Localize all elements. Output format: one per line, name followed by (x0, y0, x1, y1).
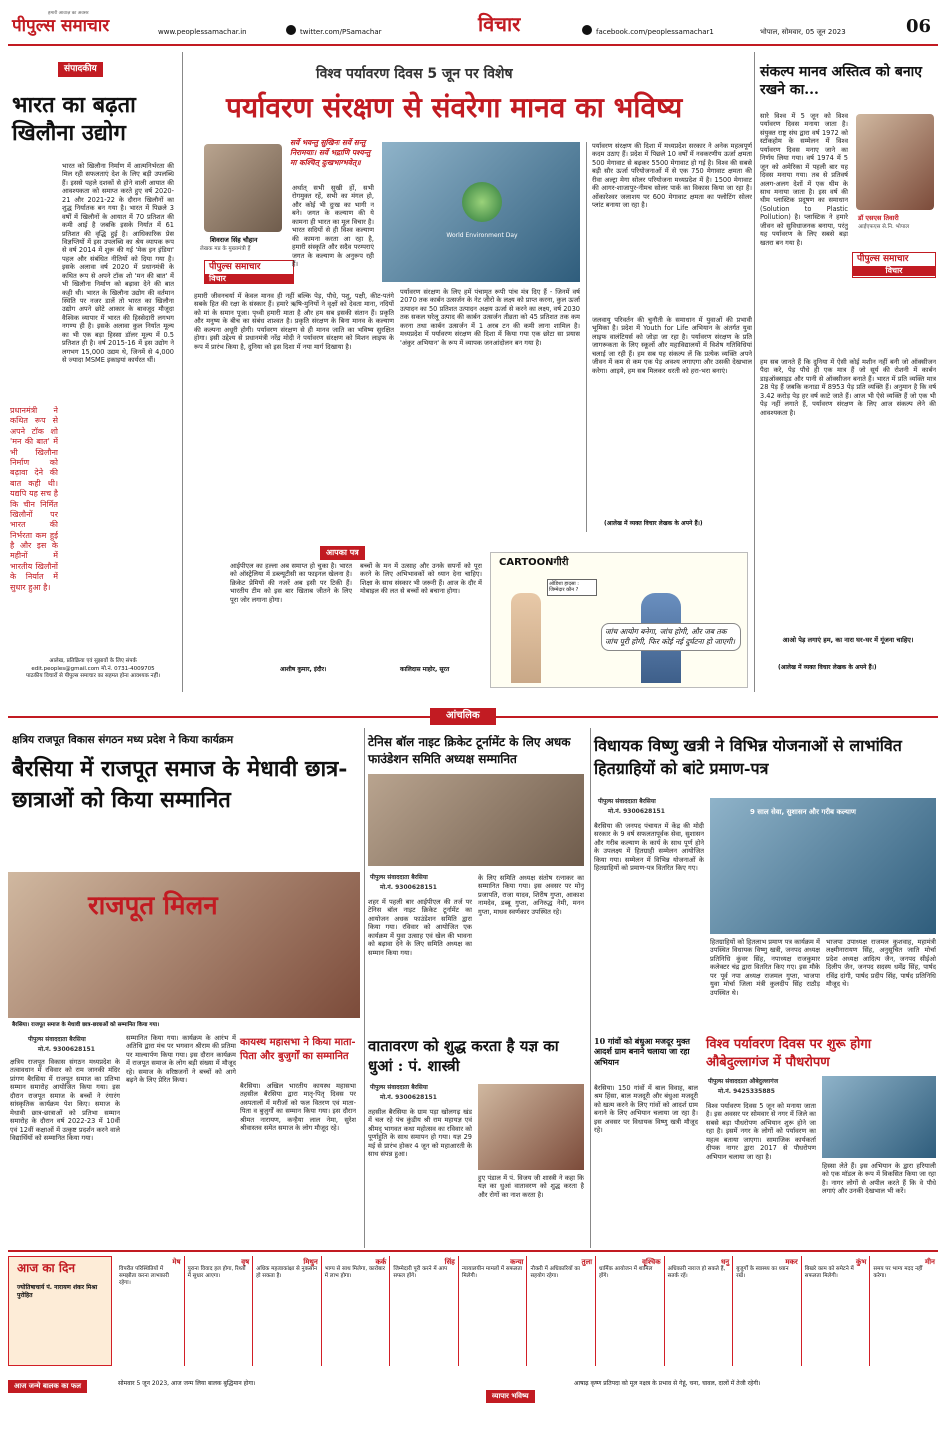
story-rajput-caption: बैरसिया। राजपूत समाज के मेधावी छात्र-छात्राओं को सम्मानित किया गया। (12, 1022, 160, 1028)
story-cricket-mobile: मो.नं. 9300628151 (380, 884, 437, 891)
sign-taurus-name: वृष (241, 1258, 250, 1266)
sign-capricorn-name: मकर (785, 1258, 798, 1266)
lead-col-divider (586, 142, 587, 532)
page-number: 06 (906, 16, 932, 37)
story-cricket-body: शहर में पहली बार आईपीएल की तर्ज पर टेनिस बॉल नाइट क्रिकेट टूर्नामेंट का आयोजन अधक फाउंडेशन समिति द्वारा किया गया। रविवार को आयोजित एक कार्यक्रम में युवा उत्साह एवं खेल की भावना को बढ़ावा देने के लिए समिति अध्यक्ष का सम्मान किया गया। (368, 898, 472, 957)
story-yagya (368, 1036, 586, 1246)
story-rajput-byline: पीपुल्स संवाददाता बैरसिया (28, 1036, 86, 1043)
cartoon-sign: ओडिशा हादसा : जिम्मेदार कौन ? (547, 579, 597, 596)
twitter-link[interactable]: twitter.com/PSamachar (300, 28, 382, 36)
letters-title: आपका पत्र (320, 546, 365, 560)
story-plantation-photo (822, 1076, 936, 1158)
story-kayastha-body: बैरसिया। अखिल भारतीय कायस्थ महासभा तहसील बैरसिया द्वारा मातृ-पितृ दिवस पर अस्पतालों में मरीजों को फल वितरण एवं माता-पिता व बुजुर्गों का सम्मान किया गया। इस दौरान श्रीमत नारायण, कन्हैया लाल नेमा, सुरेश श्रीवास्तव समेत समाज के लोग मौजूद रहे। (240, 1082, 356, 1133)
sign-libra-text: नौकरी में अधिकारियों का सहयोग रहेगा। (530, 1266, 580, 1279)
right-logo-badge (852, 252, 936, 278)
horoscope (8, 1250, 938, 1440)
facebook-icon (582, 25, 592, 35)
story-yagya-headline: वातावरण को शुद्ध करता है यज्ञ का धुआं : पं. शास्त्री (368, 1037, 559, 1076)
story-kayastha-headline: कायस्थ महासभा ने किया माता-पिता और बुजुर्गों का सम्मानित (240, 1037, 356, 1062)
editorial-title: भारत का बढ़ता खिलौना उद्योग (12, 92, 136, 146)
sign-pisces-text: समय पर भाग्य मदद नहीं करेगा। (873, 1266, 923, 1279)
sign-aquarius-text: बिखरे काम को समेटने में सफलता मिलेगी। (804, 1266, 854, 1279)
story-mla-body3: भाजपा उपाध्यक्ष राजमल कुशवाह, महामंत्री लक्ष्मीनारायण सिंह, अनुसूचित जाति मोर्चा प्रदेश अध्यक्ष आदित्य जैन, जनपद सीईओ दिलीप जैन, जनपद सदस्य धर्मेंद्र सिंह, पार्षद रविंद्र दांगी, पार्षद प्रदीप सिंह, पार्षद प्रतिनिधि मौजूद थे। (826, 938, 936, 989)
lead-col1: अर्थात् सभी सुखी हों, सभी रोगमुक्त रहें, सभी का मंगल हो, और कोई भी दुःख का भागी न बने। जगत के कल्याण की ये कामना ही भारत का मूल विचार है। भारत सदियों से ही विश्व कल्याण की कामना करता आ रहा है, हमारी संस्कृति और सदैव परम्पराएं जगत के कल्याण के अनुरूप रही हैं। (292, 184, 374, 268)
lead-col5: जलवायु परिवर्तन की चुनौती के समाधान में युवाओं की प्रभावी भूमिका है। प्रदेश में Youth for Life अभियान के अंतर्गत युवा लाइफ वालंटियर्स को जोड़ा जा रहा है। पर्यावरण संरक्षण के प्रति जागरूकता के लिए स्कूलों और महाविद्यालयों में विशेष गतिविधियां चलाई जा रही हैं। हम सब यह संकल्प लें कि प्रत्येक व्यक्ति अपने जीवन में कम से कम एक पेड़ अवश्य लगाएगा और उसकी देखभाल करेगा। आइये, हम सब मिलकर धरती को हरा-भरा बनाएं। (592, 316, 752, 375)
letter-1: आईपीएल का हल्ला अब समाप्त हो चुका है। भारत को ऑस्ट्रेलिया में डब्ल्यूटीसी का फाइनल खेलना है। क्रिकेट प्रेमियों की नजरें अब इसी पर टिकी हैं। भारतीय टीम को इस बार खिताब जीतने के लिए पूरा जोर लगाना होगा। (230, 562, 352, 604)
story-rajput-banner: राजपूत मिलन (88, 891, 218, 921)
author-photo (204, 144, 282, 232)
website-link[interactable]: www.peoplessamachar.in (158, 28, 247, 36)
sign-scorpio-name: वृश्चिक (642, 1258, 661, 1266)
sign-taurus (185, 1256, 254, 1366)
lead-col-wide: हमारी जीवनचर्या में केवल मानव ही नहीं बल्कि पेड़, पौधे, पशु, पक्षी, कीट-पतंगे सबके हित की रक्षा के संस्कार हैं। हमारे ऋषि-मुनियों ने वृक्षों को देवता माना, नदियों को मां के समान पूजा। पृथ्वी हमारी माता है और हम सब इसकी संतान हैं। प्रकृति और मनुष्य के बीच का संबंध शाश्वत है। प्रकृति संरक्षण के बिना मानव के कल्याण की कल्पना अधूरी होगी। पर्यावरण संरक्षण से ही मानव जाति का भविष्य सुरक्षित होगा। इसी उद्देश्य से प्रधानमंत्री नरेंद्र मोदी ने पर्यावरण संरक्षण को मिशन लाइफ के रूप में प्रारंभ किया है, दुनिया को इस दिशा में नया मार्ग दिखाया है। (194, 292, 394, 351)
story-cricket-headline: टेनिस बॉल नाइट क्रिकेट टूर्नामेंट के लिए अधक फाउंडेशन समिति अध्यक्ष सम्मानित (368, 735, 571, 767)
editorial-footer (8, 658, 178, 681)
lead-author-title: लेखक मप्र के मुख्यमंत्री हैं (200, 246, 251, 252)
right-title: संकल्प मानव अस्तित्व को बनाए रखने का... (760, 64, 922, 98)
story-kayastha (240, 1036, 358, 1246)
letter-2-author: कालिदास माहोर, सूरत (400, 666, 450, 673)
sign-libra-name: तुला (581, 1258, 593, 1266)
story-rajput-photo (8, 872, 360, 1018)
story-mla-body: बैरसिया की जनपद पंचायत में केंद्र की मोदी सरकार के 9 वर्ष सफलतापूर्वक सेवा, सुशासन और गरीब कल्याण के कार्य के साथ पूर्ण होने के उपलक्ष्य में हितग्राही सम्मेलन आयोजित किया गया। सम्मेलन में विभिन्न योजनाओं के हितग्राहियों को प्रमाण-पत्र वितरित किए गए। (594, 822, 704, 873)
story-cricket (368, 734, 586, 1034)
sign-aquarius (802, 1256, 871, 1366)
globe-icon (462, 182, 502, 222)
story-yagya-mobile: मो.नं. 9300628151 (380, 1094, 437, 1101)
lead-kicker: विश्व पर्यावरण दिवस 5 जून पर विशेष (316, 66, 513, 82)
sign-gemini (253, 1256, 322, 1366)
sign-scorpio-text: धार्मिक आयोजन में शामिल होंगे। (599, 1266, 653, 1279)
story-plantation-body2: हिस्सा लेते हैं। इस अभियान के द्वारा हरियाली को एक मॉडल के रूप में विकसित किया जा रहा है। नागर लोगों से अपील करते हैं कि वे पौधे लगाएं और उनकी देखभाल भी करें। (822, 1162, 936, 1196)
sign-libra (527, 1256, 596, 1366)
cartoon-speech-bubble: जांच आयोग बनेगा, जांच होगी, और जब तक जांच पूरी होगी, फिर कोई नई दुर्घटना हो जाएगी। (601, 623, 741, 651)
horoscope-title: आज का दिन (17, 1261, 75, 1275)
story-rajput-headline: बैरसिया में राजपूत समाज के मेधावी छात्र-छात्राओं को किया सम्मानित (12, 756, 348, 813)
right-closing: आओ पेड़ लगाएं हम, का नारा घर-घर में गूंजना चाहिए। (782, 636, 914, 644)
sign-leo (390, 1256, 459, 1366)
editorial-tag: संपादकीय (58, 62, 103, 77)
editorial-body: भारत को खिलौना निर्माण में आत्मनिर्भरता की मिल रही सफलताएं देश के लिए बड़ी उपलब्धि हैं। इससे पहले दशकों से होने वाली आयात की आवश्यकता को समाप्त करते हुए वर्ष 2020-21 और 2021-22 के दौरान खिलौनों का शुद्ध निर्यातक बन गया है। भारत में पिछले 3 वर्षों में खिलौनों के आयात में 70 प्रतिशत की कमी आई है जबकि इसके निर्यात में 61 प्रतिशत की वृद्धि हुई है। आधिकारिक प्रेस विज्ञप्तियों में इस उपलब्धि का श्रेय व्यापक रूप से वर्ष 2014 में शुरू की गई 'मेक इन इंडिया' पहल और संबंधित नीतियों को दिया गया है। इसके अलावा वर्ष 2020 में प्रधानमंत्री के कथित रूप से अपने टॉक शो 'मन की बात' में भी खिलौना निर्माण को बढ़ावा देने की बात कही थी। भारत के खिलौना उद्योग की वर्तमान स्थिति पर नजर डालें तो भारत का खिलौना उद्योग अपने छोटे आकार के बावजूद मौजूदा वैश्विक व्यापार में भारत की हिस्सेदारी लगभग नगण्य ही है। इसके अलावा कुल निर्यात मूल्य का भी एक बड़ा हिस्सा डॉलर मूल्य में 0.5 प्रतिशत ही है। वर्ष 2015-16 में इस उद्योग ने लगभग 15,000 उद्यम थे, जिनमें से 4,000 से ज्यादा MSME इकाइयां कार्यरत थीं। (62, 162, 174, 365)
sign-leo-text: जिम्मेदारी पूरी करने में आप सफल होंगे। (393, 1266, 448, 1279)
story-villages-body: बैरसिया। 150 गांवों में बाल विवाह, बाल श्रम हिंसा, बाल मजदूरी और बंधुआ मजदूरी को खत्म करने के लिए गांवों को आदर्श ग्राम बनाने के लिए अभियान चलाया जा रहा है। इस अवसर पर विधायक विष्णु खत्री मौजूद रहे। (594, 1084, 698, 1135)
sign-sagittarius-text: अधिकारी नाराज हो सकते हैं, सतर्क रहें। (667, 1266, 726, 1279)
banner-caption: World Environment Day (446, 232, 518, 239)
right-author-photo (856, 114, 934, 210)
sign-cancer-text: भाग्य से साथ मिलेगा, कारोबार में लाभ होगा। (324, 1266, 385, 1279)
born-text: सोमवार 5 जून 2023, आज जन्म लिया बालक बुद्धिमान होगा। (118, 1380, 256, 1387)
story-mla-photo (710, 798, 936, 934)
letter-2: बच्चों के मन में उत्साह और उनके सपनों को पूरा करने के लिए अभिभावकों को ध्यान देना चाहिए। शिक्षा के साथ संस्कार भी जरूरी हैं। आज के दौर में मोबाइल की लत से बच्चों को बचाना होगा। (360, 562, 482, 596)
sign-capricorn (733, 1256, 802, 1366)
masthead-logo-tag: हमारी आवाज़ का अवसर (48, 11, 89, 16)
sign-virgo-text: न्यायालयीन मामलों में सफलता मिलेगी। (461, 1266, 523, 1279)
column-divider (182, 52, 183, 692)
lead-logo-badge-text: पीपुल्स समाचार (209, 262, 261, 272)
right-footer: (आलेख में व्यक्त विचार लेखक के अपने हैं।) (778, 664, 877, 671)
sign-aquarius-name: कुंभ (856, 1258, 867, 1266)
sign-taurus-text: पुराना विवाद हल होगा, रिश्तों में सुधार आएगा। (187, 1266, 246, 1279)
story-villages-headline: 10 गांवों को बंधुआ मजदूर मुक्त आदर्श ग्राम बनाने चलाया जा रहा अभियान (594, 1036, 690, 1067)
story-yagya-body: तहसील बैरसिया के ग्राम पड़ा खोलगढ़ खंड में चल रहे पंच कुंडीय श्री राम महायज्ञ एवं श्रीमद् भागवत कथा महोत्सव का रविवार को पूर्णाहुति के साथ समापन हो गया। यज्ञ 29 मई से प्रारंभ होकर 4 जून को महाआरती के साथ संपन्न हुआ। (368, 1108, 472, 1159)
lead-headline: पर्यावरण संरक्षण से संवरेगा मानव का भविष्य (226, 91, 683, 124)
story-mla-headline: विधायक विष्णु खत्री ने विभिन्न योजनाओं से लाभांवित हितग्राहियों को बांटे प्रमाण-पत्र (594, 736, 902, 779)
regional-divider-2 (590, 728, 591, 1248)
lead-author: शिवराज सिंह चौहान (210, 236, 258, 244)
story-cricket-byline: पीपुल्स संवाददाता बैरसिया (370, 874, 428, 881)
masthead-rule (8, 44, 938, 46)
sign-aries-name: मेष (172, 1258, 181, 1266)
right-logo-badge-text: पीपुल्स समाचार (857, 254, 909, 264)
story-mla-byline: पीपुल्स संवाददाता बैरसिया (598, 798, 656, 805)
letter-1-author: आशीष कुमार, इंदौर। (280, 666, 327, 673)
twitter-icon (286, 25, 296, 35)
story-yagya-photo-caption: हुए पंडाल में पं. विजय जी शास्त्री ने कहा कि यज्ञ का धुआं वातावरण को शुद्ध करता है और रोगों का नाश करता है। (478, 1174, 584, 1199)
lead-col5-footer: (आलेख में व्यक्त विचार लेखक के अपने हैं।) (604, 520, 703, 527)
sign-sagittarius-name: धनु (721, 1258, 730, 1266)
story-cricket-body2: के लिए समिति अध्यक्ष संतोष रत्नाकर का सम्मानित किया गया। इस अवसर पर मोनू प्रजापति, राजा यादव, शिरीष गुप्ता, आकाश नामदेव, डब्बू गुप्ता, अनिरुद्ध नेमी, मनन गुप्ता, माधव स्वर्णकार उपस्थित रहे। (478, 874, 584, 916)
story-rajput-kicker: क्षत्रिय राजपूत विकास संगठन मध्य प्रदेश ने किया कार्यक्रम (12, 734, 234, 746)
editorial-pullquote: प्रधानमंत्री ने कथित रूप से अपने टॉक शो 'मन की बात' में भी खिलौना निर्माण को बढ़ावा देने की बात कही थी। यद्यपि यह सच है कि चीन निर्मित खिलौनों पर भारत की निर्भरता कम हुई है और इस के महीनों में भारतीय खिलौनों के निर्यात में सुधार हुआ है। (10, 406, 58, 592)
sign-leo-name: सिंह (444, 1258, 455, 1266)
lead-logo-badge (204, 260, 294, 284)
right-author-title: आईएफएस से.नि. भोपाल (858, 224, 910, 230)
story-mla-body2: हितग्राहियों को हितलाभ प्रमाण पत्र कार्यक्रम में उपस्थित विधायक विष्णु खत्री, जनपद अध्यक्ष प्रतिनिधि कुंवर सिंह, नपाध्यक्ष राजकुमार कलेक्टर चंद्र द्वारा वितरित किए गए। इस मौके पर पूर्व नपा अध्यक्ष राजमल गुप्ता, भाजपा युवा मोर्चा जिला मंत्री कुलदीप सिंह राठौड़ उपस्थित थे। (710, 938, 820, 997)
lead-article (186, 62, 751, 542)
lead-col3: पर्यावरण संरक्षण के लिए हमें पंचामृत रूपी पांच मंत्र दिए हैं - जिनमें वर्ष 2070 तक कार्बन उत्सर्जन के नेट जीरो के लक्ष्य को प्राप्त करना, कुल ऊर्जा उत्पादन का 50 प्रतिशत उत्पादन अक्षय ऊर्जा से करने का लक्ष्य, वर्ष 2030 तक सकल घरेलू उत्पाद की कार्बन उत्सर्जन तीव्रता को 45 प्रतिशत तक कम करना तथा कार्बन उत्सर्जन में 1 अरब टन की कमी लाना शामिल है। मध्यप्रदेश में पर्यावरण संरक्षण की दिशा में किया गया एक छोटा सा प्रयास 'अंकुर अभियान' के रूप में व्यापक जनआंदोलन बन गया है। (400, 288, 580, 347)
sign-sagittarius (665, 1256, 734, 1366)
regional-band: आंचलिक (430, 708, 496, 725)
editorial-footer-line1: आलेख, प्रतिक्रिया एवं सुझावों के लिए संपर्क (49, 658, 137, 664)
right-author: डॉ एसएस तिवारी (858, 214, 899, 222)
story-cricket-photo (368, 774, 584, 866)
masthead (8, 10, 938, 40)
born-label: आज जन्मे बालक का फल (8, 1380, 87, 1393)
story-plantation-headline: विश्व पर्यावरण दिवस पर शुरू होगा औबेदुल्लागंज में पौधरोपण (706, 1037, 872, 1070)
story-plantation-mobile: मो.नं. 9425335885 (718, 1088, 775, 1095)
sign-pisces-name: मीन (925, 1258, 935, 1266)
story-plantation (706, 1036, 938, 1246)
horoscope-header (8, 1256, 112, 1366)
letters-box (230, 546, 485, 686)
right-body: सारे विश्व में 5 जून को विश्व पर्यावरण दिवस मनाया जाता है। संयुक्त राष्ट्र संघ द्वारा वर्ष 1972 को स्टॉकहोम के सम्मेलन में विश्व पर्यावरण दिवस मनाए जाने का निर्णय लिया गया। वर्ष 1974 में 5 जून को अमेरिका में पहली बार यह दिवस मनाया गया। तब से प्रतिवर्ष अलग-अलग देशों में एक थीम के साथ मनाया जाता है। इस वर्ष की थीम प्लास्टिक प्रदूषण का समाधान (Solution to Plastic Pollution) है। प्लास्टिक ने हमारे जीवन को सुविधाजनक बनाया, परंतु यह पर्यावरण के लिए सबसे बड़ा खतरा बन गया है। (760, 112, 848, 247)
editorial-footer-line2[interactable]: edit.peoples@gmail.com मो.नं. 0731-4009705 (31, 665, 155, 672)
story-mla-mobile: मो.नं. 9300628151 (608, 808, 665, 815)
cartoon-title: CARTOONगीरी (499, 557, 569, 568)
sign-scorpio (596, 1256, 665, 1366)
right-col-divider (754, 52, 755, 692)
horoscope-astrologer: ज्योतिषाचार्य पं. नारायण शंकर मिश्रा पुरोहित (17, 1284, 98, 1299)
story-yagya-byline: पीपुल्स संवाददाता बैरसिया (370, 1084, 428, 1091)
cartoon-box (490, 552, 748, 688)
horoscope-signs (116, 1256, 938, 1366)
sign-gemini-text: अधिक महत्वाकांक्षा से नुकसान हो सकता है। (256, 1266, 317, 1279)
story-mla-banner-text: 9 साल सेवा, सुशासन और गरीब कल्याण (750, 808, 856, 816)
sign-pisces (870, 1256, 938, 1366)
cartoon-figure (511, 593, 541, 683)
lead-col4: पर्यावरण संरक्षण की दिशा में मध्यप्रदेश सरकार ने अनेक महत्वपूर्ण कदम उठाए हैं। प्रदेश में पिछले 10 वर्षों में नवकरणीय ऊर्जा क्षमता 500 मेगावाट से बढ़कर 5500 मेगावाट हो गई है। विश्व की सबसे बड़ी सौर ऊर्जा परियोजनाओं में से एक 750 मेगावाट क्षमता की रीवा अल्ट्रा मेगा सोलर परियोजना मध्यप्रदेश में है। 1500 मेगावाट की आगर-शाजापुर-नीमच सोलर पार्क का विकास किया जा रहा है। ओंकारेश्वर जलाशय पर 600 मेगावाट क्षमता का फ्लोटिंग सोलर प्लांट बनाया जा रहा है। (592, 142, 752, 210)
environment-banner (382, 142, 580, 282)
dateline: भोपाल, सोमवार, 05 जून 2023 (760, 28, 846, 36)
right-body2: हम सब जानते हैं कि दुनिया में ऐसी कोई मशीन नहीं बनी जो ऑक्सीजन पैदा करे, पेड़ पौधे ही एक मात्र हैं जो सूर्य की रोशनी में कार्बन डाइऑक्साइड और पानी से ऑक्सीजन बनाते हैं। भारत में प्रति व्यक्ति मात्र 28 पेड़ हैं जबकि कनाडा में 8953 पेड़ प्रति व्यक्ति हैं। अनुमान है कि वर्ष 3.42 करोड़ पेड़ हर वर्ष काटे जाते हैं। आज भी ऐसे व्यक्ति हैं जो एक भी पेड़ नहीं लगाते हैं, पर्यावरण संरक्षण के लिए आज संकल्प लेने की आवश्यकता है। (760, 358, 936, 417)
market-text: आषाढ़ कृष्ण प्रतिपदा को मूल नक्षत्र के प्रभाव से गेहूं, चना, चावल, दालों में तेजी रहेगी। (574, 1380, 761, 1387)
lead-quote: सर्वे भवन्तु सुखिनः सर्वे सन्तु निरामयाः। सर्वे भद्राणि पश्यन्तु मा कश्चित् दुःखभाग्भवेत्॥ (290, 138, 371, 167)
sign-virgo (459, 1256, 528, 1366)
editorial-column (8, 62, 178, 692)
editorial-footer-line3: पाठकीय विचारों से पीपुल्स समाचार का सहमत होना आवश्यक नहीं। (25, 673, 161, 680)
story-yagya-photo (478, 1084, 584, 1170)
story-rajput-mobile: मो.नं. 9300628151 (38, 1046, 95, 1053)
sign-gemini-name: मिथुन (303, 1258, 318, 1266)
regional-divider-1 (364, 728, 365, 1248)
sign-cancer-name: कर्क (375, 1258, 387, 1266)
sign-virgo-name: कन्या (510, 1258, 524, 1266)
masthead-logo[interactable]: पीपुल्स समाचार (12, 16, 110, 36)
section-title: विचार (478, 12, 521, 36)
story-villages (594, 1036, 700, 1246)
sign-aries (116, 1256, 185, 1366)
right-column (758, 62, 938, 692)
lead-logo-badge-section: विचार (205, 274, 293, 284)
sign-capricorn-text: बुजुर्गों के स्वास्थ्य का ध्यान रखें। (736, 1266, 789, 1279)
story-plantation-byline: पीपुल्स संवाददाता औबेदुल्लागंज (708, 1078, 779, 1085)
story-mla (594, 734, 938, 1034)
sign-aries-text: विपरीत परिस्थितियों में समझौता करना लाभकारी रहेगा। (119, 1266, 169, 1286)
story-rajput-body: क्षत्रिय राजपूत विकास संगठन मध्यप्रदेश के तत्वावधान में रविवार को राम जानकी मंदिर प्रांगण बैरसिया में राजपूत समाज का प्रतिभा सम्मान समारोह आयोजित किया गया। इस दौरान राजपूत समाज के बच्चों ने रंगारंग सांस्कृतिक कार्यक्रम पेश किए। समाज के मेधावी छात्र-छात्राओं को प्रतिभा सम्मान समारोह के दौरान वर्ष 2022-23 में 10वीं एवं 12वीं कक्षाओं में उत्कृष्ट प्रदर्शन करने वाले विद्यार्थियों को सम्मानित किया गया। (10, 1058, 120, 1142)
story-plantation-body: विश्व पर्यावरण दिवस 5 जून को मनाया जाता है। इस अवसर पर सोमवार से नगर में जिले का सबसे बड़ा पौधरोपण अभियान शुरू होने जा रहा है। इसमें नगर के लोगों को पर्यावरण का महत्व बताया जाएगा। सामाजिक कार्यकर्ता दीपक नागर द्वारा 2017 से पौधरोपण अभियान चलाया जा रहा है। (706, 1102, 816, 1161)
story-rajput-body2: सम्मानित किया गया। कार्यक्रम के आरंभ में अतिथि द्वारा मंच पर भगवान श्रीराम की प्रतिमा पर माल्यार्पण किया गया। इस दौरान कार्यक्रम में राजपूत समाज के लोग बड़ी संख्या में मौजूद रहे। समाज के वरिष्ठजनों ने बच्चों को आगे बढ़ने के लिए प्रेरित किया। (126, 1034, 236, 1085)
right-logo-badge-section: विचार (853, 266, 935, 276)
market-label: व्यापार भविष्य (486, 1390, 535, 1403)
sign-cancer (322, 1256, 391, 1366)
facebook-link[interactable]: facebook.com/peoplessamachar1 (596, 28, 714, 36)
